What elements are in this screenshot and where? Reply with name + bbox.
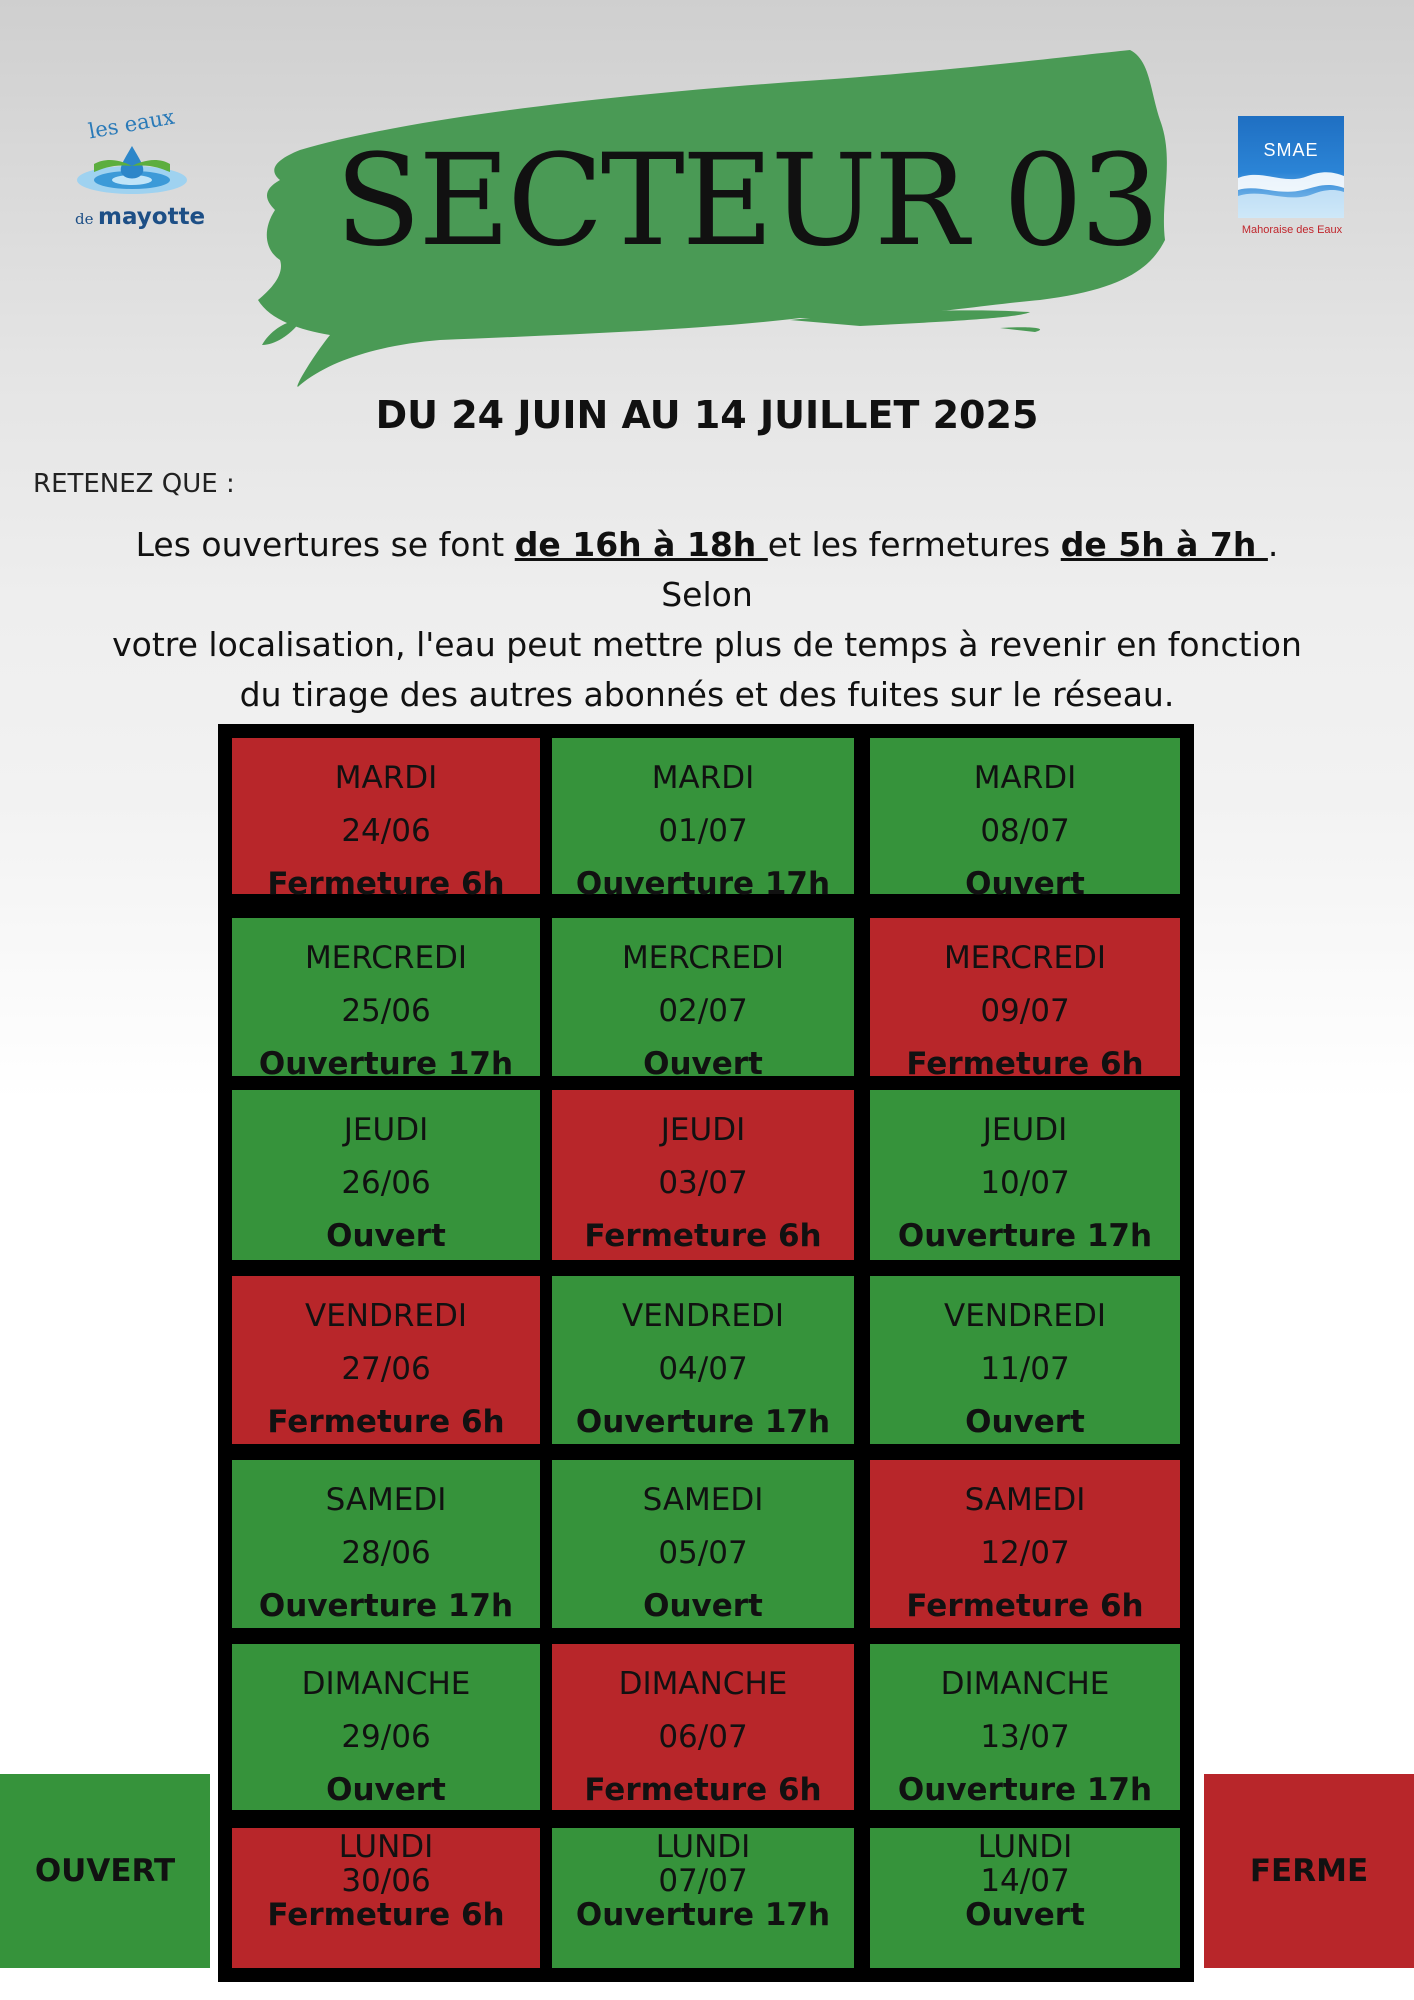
- schedule-cell-status: Fermeture 6h: [906, 1588, 1144, 1624]
- schedule-cell-status: Ouverture 17h: [258, 1588, 514, 1624]
- schedule-cell: [232, 1644, 540, 1810]
- schedule-cell: [870, 1644, 1180, 1810]
- schedule-cell: [552, 1276, 854, 1444]
- schedule-cell-status: Ouverture 17h: [258, 1046, 514, 1082]
- schedule-cell-date: 03/07: [658, 1165, 748, 1201]
- smae-logo-caption: Mahoraise des Eaux: [1241, 224, 1343, 236]
- schedule-cell-day: SAMEDI: [325, 1482, 447, 1518]
- schedule-cell-day: SAMEDI: [642, 1482, 764, 1518]
- les-eaux-de-mayotte-logo: [70, 104, 210, 242]
- water-drop-icon: [74, 142, 194, 202]
- schedule-cell: [870, 918, 1180, 1082]
- smae-logo-name: SMAE: [1263, 140, 1319, 160]
- schedule-cell-status: Ouvert: [965, 1897, 1085, 1933]
- schedule-cell: [552, 1828, 854, 1968]
- logo-left-prefix: de: [75, 210, 94, 228]
- schedule-cell-date: 06/07: [658, 1719, 748, 1755]
- schedule-cell-day: JEUDI: [343, 1112, 429, 1148]
- schedule-cell-day: LUNDI: [977, 1829, 1073, 1865]
- schedule-cell: [870, 1828, 1180, 1968]
- wave-icon: [1238, 116, 1344, 218]
- schedule-cell: [870, 738, 1180, 902]
- schedule-cell-status: Fermeture 6h: [267, 1404, 505, 1440]
- schedule-cell-status: Fermeture 6h: [267, 1897, 505, 1933]
- schedule-cell: [552, 1644, 854, 1810]
- schedule-cell-status: Ouvert: [326, 1772, 446, 1808]
- schedule-cell: [870, 1460, 1180, 1628]
- schedule-cell-status: Ouverture 17h: [575, 866, 831, 902]
- schedule-cell-day: DIMANCHE: [940, 1666, 1110, 1702]
- logo-left-line1: les eaux: [86, 104, 177, 144]
- intro-line-2: votre localisation, l'eau peut mettre plus de temps à revenir en fonction: [112, 625, 1302, 664]
- schedule-cell-day: MERCREDI: [943, 940, 1107, 976]
- intro-line-3: du tirage des autres abonnés et des fuites sur le réseau.: [239, 675, 1175, 714]
- schedule-cell-status: Ouvert: [326, 1218, 446, 1254]
- schedule-cell-day: VENDREDI: [622, 1298, 784, 1334]
- schedule-cell-date: 04/07: [658, 1351, 748, 1387]
- schedule-cell-date: 27/06: [341, 1351, 431, 1387]
- smae-logo: [1238, 116, 1346, 236]
- schedule-cell: [870, 1090, 1180, 1260]
- schedule-cell-status: Ouvert: [965, 866, 1085, 902]
- schedule-cell-day: DIMANCHE: [301, 1666, 471, 1702]
- schedule-cell-day: JEUDI: [660, 1112, 746, 1148]
- page-title: SECTEUR 03: [335, 127, 1158, 274]
- schedule-cell-status: Ouvert: [643, 1588, 763, 1624]
- schedule-cell-day: LUNDI: [655, 1829, 751, 1865]
- schedule-cell-date: 13/07: [980, 1719, 1070, 1755]
- schedule-cell-day: MARDI: [334, 760, 438, 796]
- schedule-cell-date: 05/07: [658, 1535, 748, 1571]
- schedule-cell: [232, 738, 540, 902]
- schedule-cell-status: Ouvert: [965, 1404, 1085, 1440]
- retenez-label: RETENEZ QUE :: [33, 469, 235, 499]
- schedule-cell: [232, 1460, 540, 1628]
- schedule-cell-date: 30/06: [341, 1863, 431, 1899]
- schedule-cell-date: 28/06: [341, 1535, 431, 1571]
- schedule-cell-date: 26/06: [341, 1165, 431, 1201]
- schedule-cell-status: Ouvert: [643, 1046, 763, 1082]
- schedule-cell-day: VENDREDI: [305, 1298, 467, 1334]
- intro-closing-hours: de 5h à 7h: [1060, 525, 1268, 564]
- intro-text-3: . Selon: [661, 525, 1279, 614]
- schedule-cell-status: Fermeture 6h: [584, 1218, 822, 1254]
- schedule-cell: [552, 1090, 854, 1260]
- legend-closed: FERME: [1204, 1774, 1414, 1968]
- smae-logo-box: [1238, 116, 1344, 218]
- schedule-cell-status: Ouverture 17h: [897, 1218, 1153, 1254]
- schedule-cell-date: 08/07: [980, 813, 1070, 849]
- schedule-cell-date: 01/07: [658, 813, 748, 849]
- schedule-cell: [232, 1828, 540, 1968]
- schedule-cell-day: MERCREDI: [621, 940, 785, 976]
- schedule-cell-date: 12/07: [980, 1535, 1070, 1571]
- schedule-cell-date: 14/07: [980, 1863, 1070, 1899]
- schedule-cell-date: 24/06: [341, 813, 431, 849]
- schedule-cell: [232, 1276, 540, 1444]
- schedule-cell-date: 07/07: [658, 1863, 748, 1899]
- schedule-cell-day: MARDI: [651, 760, 755, 796]
- schedule-cell-status: Fermeture 6h: [267, 866, 505, 902]
- schedule-cell: [870, 1276, 1180, 1444]
- schedule-cell-date: 11/07: [980, 1351, 1070, 1387]
- schedule-cell: [552, 918, 854, 1082]
- schedule-cell-day: MERCREDI: [304, 940, 468, 976]
- schedule-cell-day: MARDI: [973, 760, 1077, 796]
- schedule-cell-date: 25/06: [341, 993, 431, 1029]
- intro-opening-hours: de 16h à 18h: [514, 525, 768, 564]
- schedule-grid: [218, 724, 1194, 1982]
- schedule-cell: [552, 738, 854, 902]
- schedule-cell-date: 02/07: [658, 993, 748, 1029]
- schedule-cell-day: LUNDI: [338, 1829, 434, 1865]
- date-range: DU 24 JUIN AU 14 JUILLET 2025: [375, 393, 1039, 437]
- schedule-cell-status: Ouverture 17h: [897, 1772, 1153, 1808]
- schedule-cell: [232, 1090, 540, 1260]
- schedule-cell: [232, 918, 540, 1082]
- schedule-cell-day: SAMEDI: [964, 1482, 1086, 1518]
- schedule-cell-status: Ouverture 17h: [575, 1897, 831, 1933]
- schedule-cell-date: 29/06: [341, 1719, 431, 1755]
- logo-left-line2: mayotte: [98, 204, 206, 230]
- intro-text-1: Les ouvertures se font: [135, 525, 515, 564]
- legend-open: OUVERT: [0, 1774, 210, 1968]
- schedule-cell-status: Ouverture 17h: [575, 1404, 831, 1440]
- schedule-cell-day: DIMANCHE: [618, 1666, 788, 1702]
- schedule-cell-status: Fermeture 6h: [906, 1046, 1144, 1082]
- intro-text-2: et les fermetures: [767, 525, 1061, 564]
- schedule-cell-status: Fermeture 6h: [584, 1772, 822, 1808]
- schedule-cell-day: VENDREDI: [944, 1298, 1106, 1334]
- schedule-cell-day: JEUDI: [982, 1112, 1068, 1148]
- schedule-cell-date: 10/07: [980, 1165, 1070, 1201]
- schedule-cell-date: 09/07: [980, 993, 1070, 1029]
- schedule-cell: [552, 1460, 854, 1628]
